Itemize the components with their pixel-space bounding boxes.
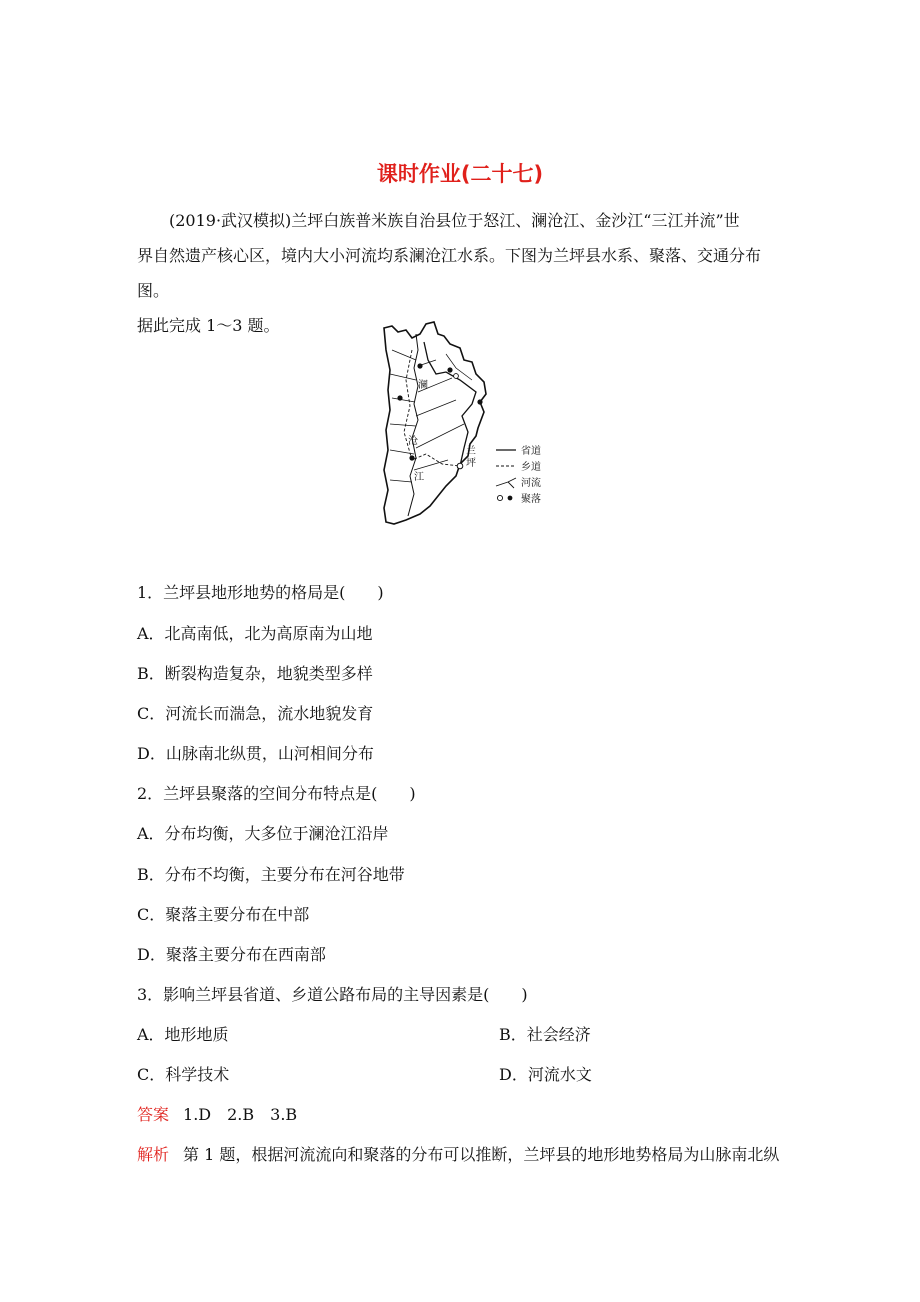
question-2-option-d: D．聚落主要分布在西南部 xyxy=(137,945,326,964)
county-char-1: 兰 xyxy=(466,446,476,457)
answer-line xyxy=(137,1102,297,1125)
question-2-option-b: B．分布不均衡，主要分布在河谷地带 xyxy=(137,865,405,884)
legend-label-provincial: 省道 xyxy=(521,446,541,457)
river-char-2: 沧 xyxy=(408,436,418,447)
question-1-option-c: C．河流长而湍急，流水地貌发育 xyxy=(137,704,374,723)
legend-label-river: 河流 xyxy=(521,478,541,489)
river-char-1: 澜 xyxy=(418,380,428,391)
river-icon xyxy=(496,478,516,488)
river-char-3: 江 xyxy=(414,472,424,483)
question-3-option-a: A．地形地质 xyxy=(137,1025,229,1044)
question-3-option-b: B．社会经济 xyxy=(499,1025,591,1044)
settlement-icon xyxy=(497,495,512,500)
question-3-option-d: D．河流水文 xyxy=(499,1065,592,1084)
legend-label-township: 乡道 xyxy=(521,462,541,473)
map-legend xyxy=(496,444,541,505)
analysis-label: 解析 xyxy=(137,1145,170,1164)
legend-label-settlement: 聚落 xyxy=(521,494,541,505)
question-2-option-a: A．分布均衡，大多位于澜沧江沿岸 xyxy=(137,824,389,843)
analysis-line xyxy=(137,1142,779,1165)
answer-text: 1.D 2.B 3.B xyxy=(183,1105,298,1124)
question-1-stem: 1．兰坪县地形地势的格局是( ) xyxy=(137,583,384,602)
question-2-stem: 2．兰坪县聚落的空间分布特点是( ) xyxy=(137,784,416,803)
question-1-option-d: D．山脉南北纵贯，山河相间分布 xyxy=(137,744,374,763)
analysis-text: 第 1 题，根据河流流向和聚落的分布可以推断，兰坪县的地形地势格局为山脉南北纵 xyxy=(183,1145,780,1164)
lanping-county-map xyxy=(376,320,556,530)
question-2-option-c: C．聚落主要分布在中部 xyxy=(137,905,310,924)
question-1-option-a: A．北高南低，北为高原南为山地 xyxy=(137,624,373,643)
county-char-2: 坪 xyxy=(466,458,476,469)
question-3-option-c: C．科学技术 xyxy=(137,1065,230,1084)
question-3-stem: 3．影响兰坪县省道、乡道公路布局的主导因素是( ) xyxy=(137,985,528,1004)
intro-line-1: (2019·武汉模拟)兰坪白族普米族自治县位于怒江、澜沧江、金沙江“三江并流”世 xyxy=(169,211,740,230)
intro-line-3: 据此完成 1～3 题。 xyxy=(137,316,280,335)
question-1-option-b: B．断裂构造复杂，地貌类型多样 xyxy=(137,664,373,683)
page-title: 课时作业(二十七) xyxy=(376,162,544,186)
answer-label: 答案 xyxy=(137,1105,170,1124)
intro-line-2: 界自然遗产核心区，境内大小河流均系澜沧江水系。下图为兰坪县水系、聚落、交通分布图。 xyxy=(137,246,762,300)
county-boundary xyxy=(384,322,486,524)
